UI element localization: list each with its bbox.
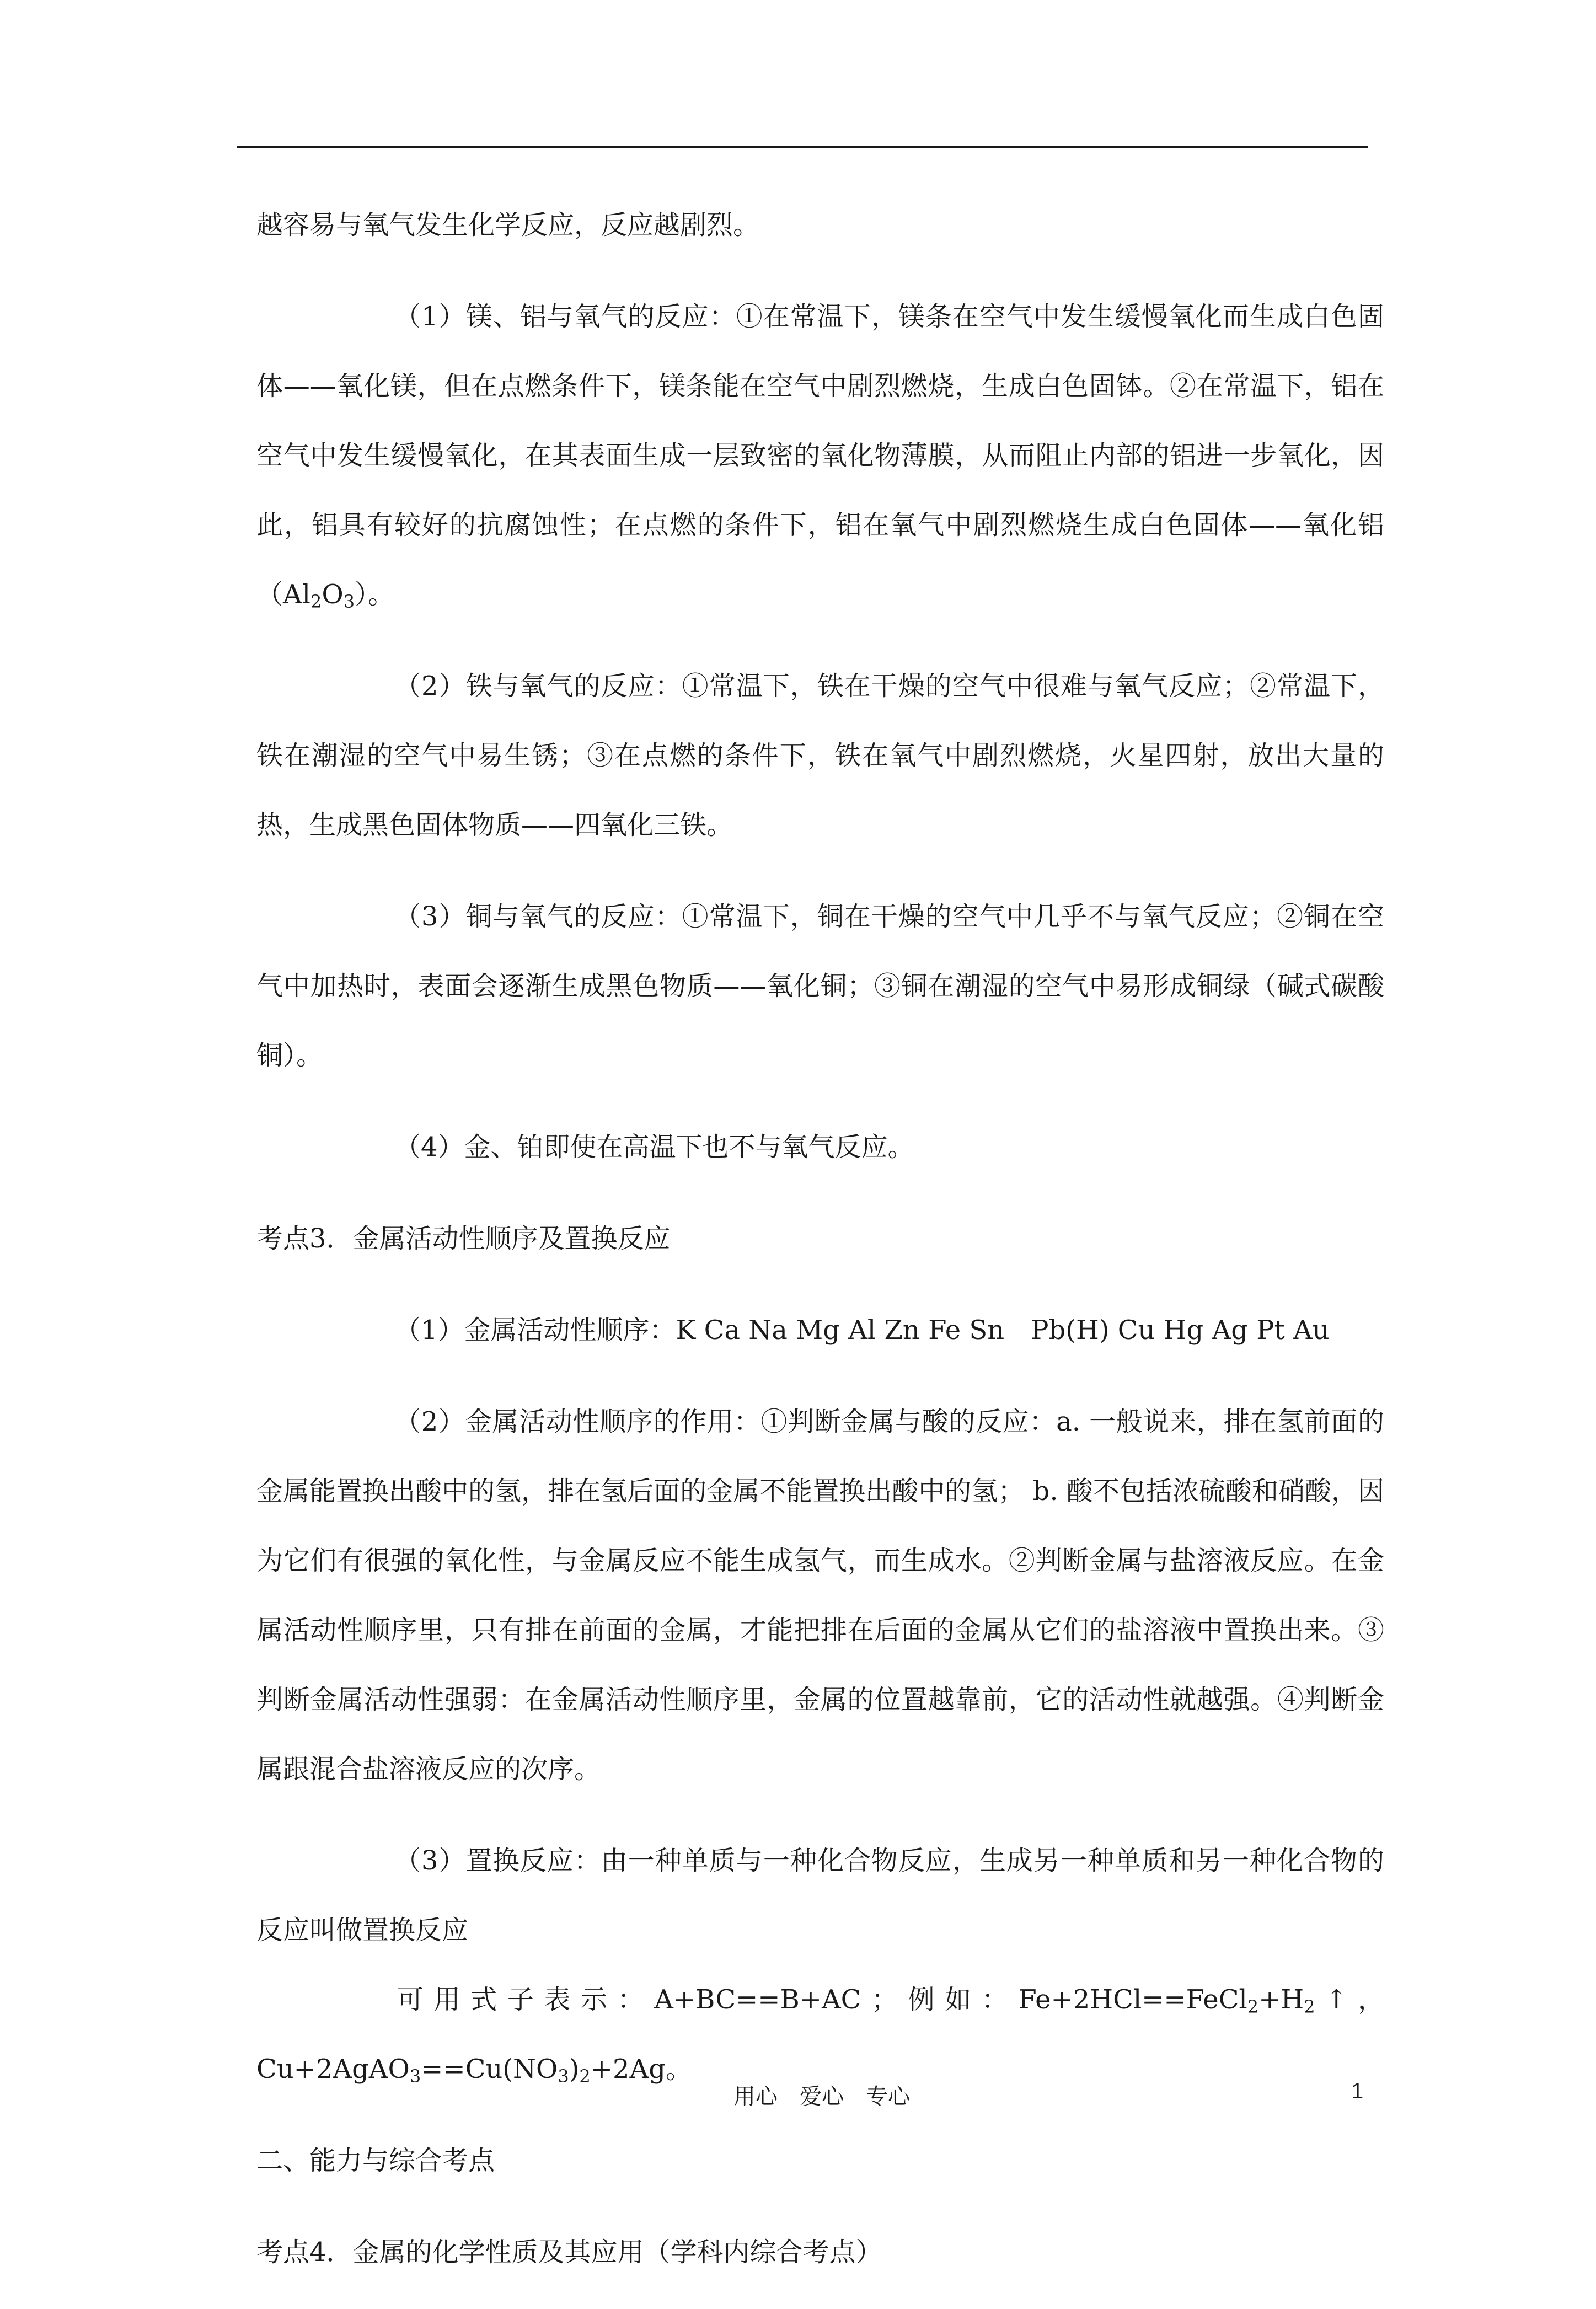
equation-text: ==Cu(NO bbox=[421, 2054, 558, 2085]
footer-motto: 用心 爱心 专心 bbox=[733, 2084, 910, 2109]
paragraph-activity-series: （1）金属活动性顺序：K Ca Na Mg Al Zn Fe Sn Pb(H) Cu Hg Ag Pt Au bbox=[394, 1315, 1330, 1346]
paragraph-iron: （2）铁与氧气的反应：①常温下，铁在干燥的空气中很难与氧气反应；②常温下，铁在潮湿的空气中易生锈；③在点燃的条件下，铁在氧气中剧烈燃烧，火星四射，放出大量的热，生成黑色固体物质——四氧化三铁。 bbox=[256, 671, 1384, 840]
subscript: 2 bbox=[310, 591, 322, 612]
char: ： bbox=[617, 1984, 644, 2015]
subscript: 2 bbox=[1247, 1996, 1259, 2017]
char: ， bbox=[1357, 1984, 1384, 2015]
gas-arrow: ↑ bbox=[1325, 1984, 1348, 2015]
char: 示 bbox=[581, 1984, 608, 2015]
char: 表 bbox=[544, 1984, 571, 2015]
heading-point-4: 考点4．金属的化学性质及其应用（学科内综合考点） bbox=[256, 2237, 882, 2268]
char: ； bbox=[871, 1984, 898, 2015]
subscript: 3 bbox=[343, 591, 355, 612]
char: 例 bbox=[908, 1984, 935, 2015]
paragraph-gold-platinum: （4）金、铂即使在高温下也不与氧气反应。 bbox=[394, 1132, 914, 1162]
paragraph-displacement: （3）置换反应：由一种单质与一种化合物反应，生成另一种单质和另一种化合物的反应叫做置换反应 bbox=[256, 1845, 1384, 1946]
header-rule bbox=[237, 146, 1368, 148]
heading-section-two: 二、能力与综合考点 bbox=[256, 2145, 495, 2176]
paragraph-copper: （3）铜与氧气的反应：①常温下，铜在干燥的空气中几乎不与氧气反应；②铜在空气中加热时，表面会逐渐生成黑色物质——氧化铜；③铜在潮湿的空气中易形成铜绿（碱式碳酸铜）。 bbox=[256, 901, 1384, 1071]
heading-point-3: 考点3．金属活动性顺序及置换反应 bbox=[256, 1223, 671, 1254]
equation-text: +H bbox=[1258, 1984, 1304, 2015]
paragraph-text: （1）镁、铝与氧气的反应：①在常温下，镁条在空气中发生缓慢氧化而生成白色固体——氧化镁，但在点燃条件下，镁条能在空气中剧烈燃烧，生成白色固钵。②在常温下，铝在空气中发生缓慢氧化，在其表面生成一层致密的氧化物薄膜，从而阻止内部的铝进一步氧化，因此，铝具有较好的抗腐蚀性；在点燃的条件下，铝在氧气中剧烈燃烧生成白色固体——氧化铝（Al bbox=[256, 301, 1384, 610]
subscript: 2 bbox=[1304, 1996, 1315, 2017]
char: ： bbox=[981, 1984, 1008, 2015]
subscript: 3 bbox=[409, 2066, 421, 2087]
paragraph-intro: 越容易与氧气发生化学反应，反应越剧烈。 bbox=[256, 210, 760, 240]
char: 用 bbox=[433, 1984, 460, 2015]
page-number: 1 bbox=[1351, 2079, 1364, 2103]
formula-line bbox=[256, 1965, 1384, 2034]
subscript: 2 bbox=[579, 2066, 591, 2087]
subscript: 3 bbox=[558, 2066, 569, 2087]
example-equation bbox=[1018, 1965, 1315, 2034]
page-content bbox=[256, 190, 1384, 2309]
general-formula: A+BC==B+AC bbox=[654, 1984, 861, 2015]
char: 可 bbox=[397, 1984, 424, 2015]
equation-text: ) bbox=[569, 2054, 580, 2085]
formula-text: O bbox=[322, 579, 344, 610]
equation-text: +2Ag。 bbox=[590, 2054, 692, 2085]
paragraph-activity-usage: （2）金属活动性顺序的作用：①判断金属与酸的反应：a. 一般说来，排在氢前面的金属能置换出酸中的氢，排在氢后面的金属不能置换出酸中的氢； b. 酸不包括浓硫酸和硝酸，因为它们有很强的氧化性，与金属反应不能生成氢气，而生成水。②判断金属与盐溶液反应。在金属活动性顺序里，只有排在前面的金属，才能把排在后面的金属从它们的盐溶液中置换出来。③判断金属活动性强弱：在金属活动性顺序里，金属的位置越靠前，它的活动性就越强。④判断金属跟混合盐溶液反应的次序。 bbox=[256, 1406, 1384, 1785]
paragraph-text-end: ）。 bbox=[355, 579, 395, 610]
char: 子 bbox=[507, 1984, 534, 2015]
char: 式 bbox=[470, 1984, 497, 2015]
paragraph-magnesium-aluminum bbox=[256, 282, 1384, 629]
equation-text: Cu+2AgAO bbox=[256, 2054, 410, 2085]
char: 如 bbox=[945, 1984, 972, 2015]
equation-text: Fe+2HCl==FeCl bbox=[1018, 1984, 1247, 2015]
